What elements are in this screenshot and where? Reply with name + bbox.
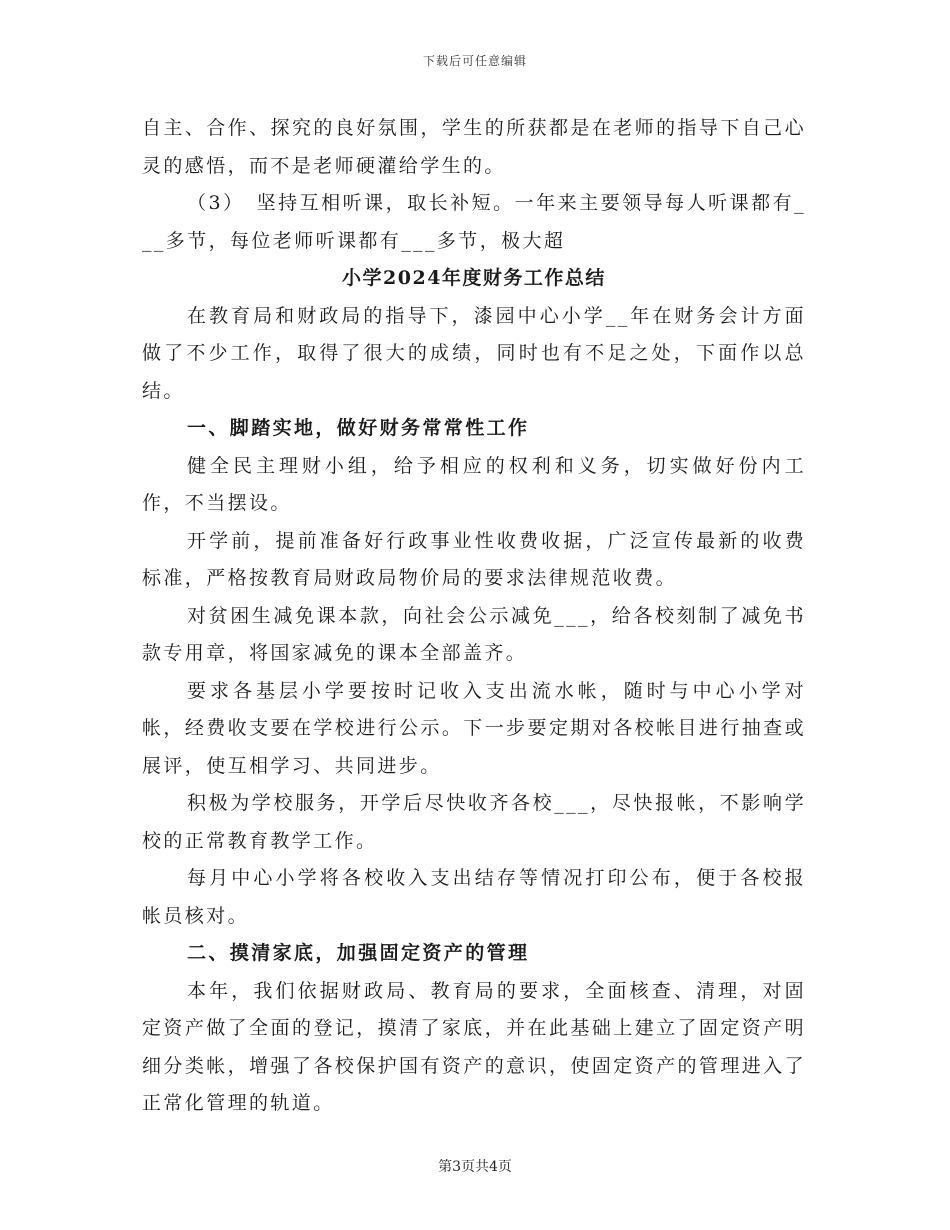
continued-paragraph: 自主、合作、探究的良好氛围，学生的所获都是在老师的指导下自己心灵的感悟，而不是老师硬灌给学生的。 (142, 117, 806, 177)
section1-paragraph: 积极为学校服务，开学后尽快收齐各校___，尽快报帐，不影响学校的正常教育教学工作。 (142, 792, 806, 852)
intro-paragraph: 在教育局和财政局的指导下，漆园中心小学__年在财务会计方面做了不少工作，取得了很大的成绩，同时也有不足之处，下面作以总结。 (142, 304, 806, 402)
section-heading-2: 二、摸清家底，加强固定资产的管理 (187, 942, 530, 964)
listening-paragraph: （3） 坚持互相听课，取长补短。一年来主要领导每人听课都有___多节，每位老师听课都有___多节，极大超 (142, 192, 806, 252)
section1-paragraph: 对贫困生减免课本款，向社会公示减免___，给各校刻制了减免书款专用章，将国家减免的课本全部盖齐。 (142, 604, 806, 664)
section-heading-1: 一、脚踏实地，做好财务常常性工作 (187, 417, 530, 439)
document-title: 小学2024年度财务工作总结 (342, 267, 606, 289)
section1-paragraph: 每月中心小学将各校收入支出结存等情况打印公布，便于各校报帐员核对。 (142, 867, 806, 927)
section1-paragraph: 健全民主理财小组，给予相应的权利和义务，切实做好份内工作，不当摆设。 (142, 454, 806, 514)
section2-paragraph: 本年，我们依据财政局、教育局的要求，全面核查、清理，对固定资产做了全面的登记，摸清了家底，并在此基础上建立了固定资产明细分类帐，增强了各校保护国有资产的意识，使固定资产的管理进入了正常化管理的轨道。 (142, 979, 806, 1114)
section1-paragraph: 开学前，提前准备好行政事业性收费收据，广泛宣传最新的收费标准，严格按教育局财政局物价局的要求法律规范收费。 (142, 529, 806, 589)
section1-paragraph: 要求各基层小学要按时记收入支出流水帐，随时与中心小学对帐，经费收支要在学校进行公示。下一步要定期对各校帐目进行抽查或展评，使互相学习、共同进步。 (142, 679, 806, 777)
page-header: 下载后可任意编辑 (422, 54, 527, 68)
page-number-footer: 第3页共4页 (438, 1159, 512, 1175)
document-body (142, 110, 806, 1123)
